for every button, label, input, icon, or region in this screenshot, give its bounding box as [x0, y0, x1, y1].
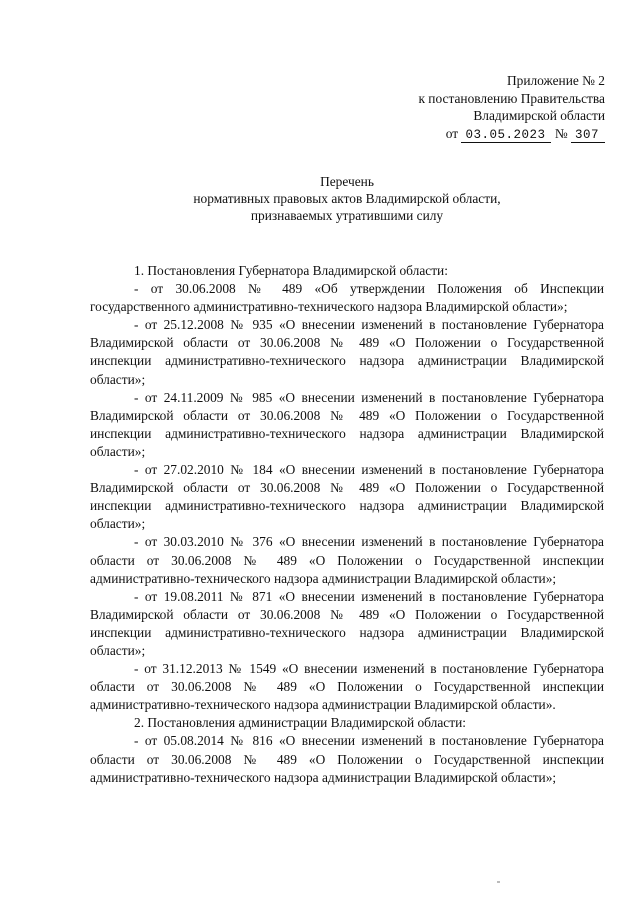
appendix-region: Владимирской области	[473, 108, 605, 123]
title-line-2: нормативных правовых актов Владимирской области,	[193, 191, 501, 206]
appendix-block	[390, 72, 605, 143]
date-prefix: от	[445, 125, 459, 141]
list-item: - от 30.06.2008 № 489 «Об утверждении Положения об Инспекции государственного административно-технического надзора Владимирской области»;	[90, 281, 604, 315]
list-item: - от 27.02.2010 № 184 «О внесении изменений в постановление Губернатора Владимирской области от 30.06.2008 № 489 «О Положении о Государственной инспекции административно-технического надзора администрации Владимирской области»;	[90, 462, 604, 532]
document-body	[90, 262, 604, 787]
appendix-reference: к постановлению Правительства	[418, 90, 605, 106]
list-item: - от 30.03.2010 № 376 «О внесении изменений в постановление Губернатора области от 30.06.2008 № 489 «О Положении о Государственной инспекции административно-технического надзора администрации Владимирской области»;	[90, 534, 604, 586]
list-item: - от 25.12.2008 № 935 «О внесении изменений в постановление Губернатора Владимирской области от 30.06.2008 № 489 «О Положении о Государственной инспекции административно-технического надзора администрации Владимирской области»;	[90, 317, 604, 387]
appendix-date-line	[390, 125, 605, 143]
date-value: 03.05.2023	[461, 128, 551, 143]
number-prefix: №	[554, 125, 568, 141]
section-heading: 2. Постановления администрации Владимирской области:	[134, 715, 466, 731]
scan-speck	[497, 881, 500, 883]
list-item: - от 31.12.2013 № 1549 «О внесении изменений в постановление Губернатора области от 30.06.2008 № 489 «О Положении о Государственной инспекции административно-технического надзора администрации Владимирской области».	[90, 661, 604, 713]
list-item: - от 19.08.2011 № 871 «О внесении изменений в постановление Губернатора Владимирской области от 30.06.2008 № 489 «О Положении о Государственной инспекции административно-технического надзора администрации Владимирской области»;	[90, 588, 604, 658]
title-line-3: признаваемых утратившими силу	[250, 208, 444, 223]
section-heading: 1. Постановления Губернатора Владимирской области:	[134, 263, 448, 278]
appendix-title: Приложение № 2	[506, 73, 605, 88]
title-line-1: Перечень	[320, 174, 374, 189]
list-item: - от 24.11.2009 № 985 «О внесении изменений в постановление Губернатора Владимирской области от 30.06.2008 № 489 «О Положении о Государственной инспекции административно-технического надзора администрации Владимирской области»;	[90, 389, 604, 459]
document-title	[90, 173, 604, 224]
number-value: 307	[571, 128, 605, 143]
list-item: - от 05.08.2014 № 816 «О внесении изменений в постановление Губернатора области от 30.06.2008 № 489 «О Положении о Государственной инспекции административно-технического надзора администрации Владимирской области»;	[90, 733, 604, 785]
